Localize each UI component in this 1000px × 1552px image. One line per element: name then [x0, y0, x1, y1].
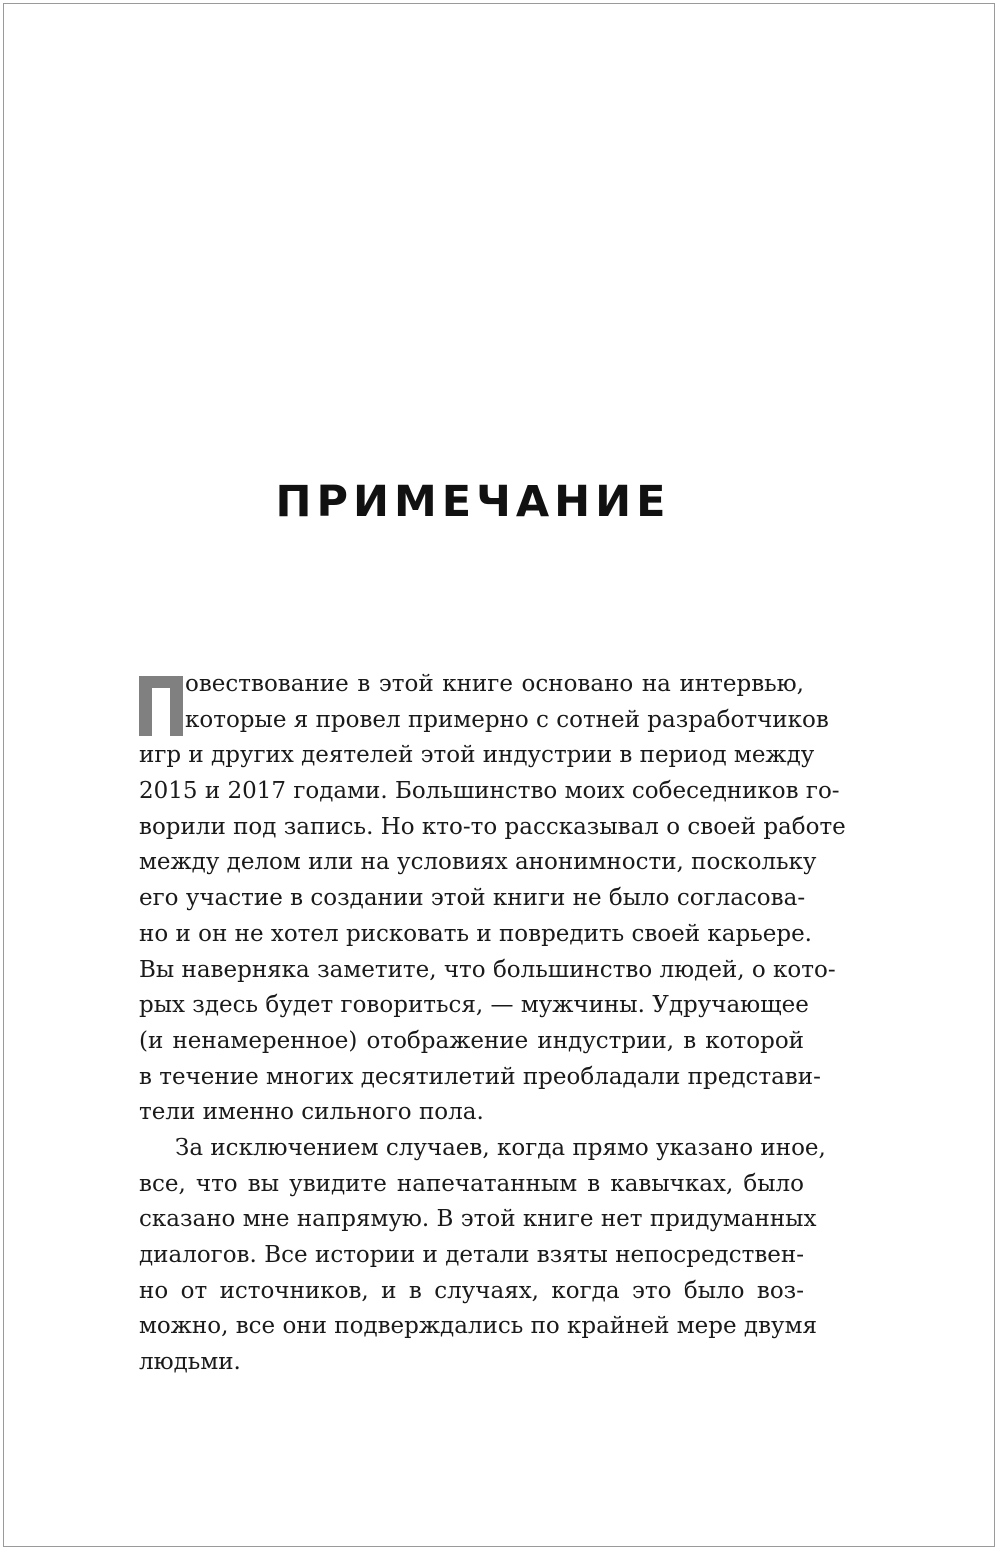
body-text	[139, 667, 846, 1381]
text-line: сказано мне напрямую. В этой книге нет придуманных	[139, 1206, 817, 1233]
text-line: За исключением случаев, когда прямо указано иное,	[175, 1134, 826, 1161]
paragraph-2	[139, 1131, 826, 1381]
text-line: можно, все они подверждались по крайней мере двумя	[139, 1313, 817, 1340]
chapter-title: ПРИМЕЧАНИЕ	[275, 477, 671, 527]
paragraph-1	[139, 667, 846, 1131]
text-line: диалогов. Все истории и детали взяты непосредствен-	[139, 1242, 804, 1268]
text-line: Вы наверняка заметите, что большинство людей, о кото-	[139, 956, 836, 983]
text-line: людьми.	[139, 1349, 241, 1376]
text-line: но от источников, и в случаях, когда это было воз-	[139, 1277, 804, 1304]
text-line: его участие в создании этой книги не было согласова-	[139, 885, 806, 912]
text-line: между делом или на условиях анонимности, поскольку	[139, 849, 817, 876]
text-line: тели именно сильного пола.	[139, 1099, 484, 1126]
text-line: (и ненамеренное) отображение индустрии, в которой	[139, 1027, 804, 1054]
text-line: все, что вы увидите напечатанным в кавычках, было	[139, 1170, 804, 1197]
drop-cap-letter	[139, 676, 183, 736]
text-line: которые я провел примерно с сотней разработчиков	[185, 706, 829, 733]
text-line: но и он не хотел рисковать и повредить своей карьере.	[139, 920, 812, 947]
text-line: игр и других деятелей этой индустрии в период между	[139, 742, 815, 769]
text-line: в течение многих десятилетий преобладали представи-	[139, 1063, 821, 1090]
text-line: рых здесь будет говориться, — мужчины. Удручающее	[139, 992, 809, 1019]
text-line: 2015 и 2017 годами. Большинство моих собеседников го-	[139, 778, 840, 805]
text-line: ворили под запись. Но кто-то рассказывал о своей работе	[139, 813, 846, 840]
text-line: овествование в этой книге основано на интервью,	[185, 671, 804, 697]
